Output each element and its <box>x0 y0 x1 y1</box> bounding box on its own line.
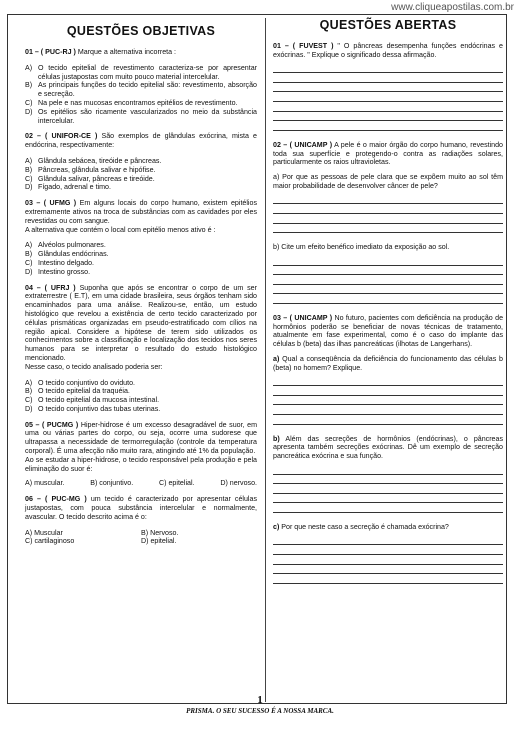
question-6 <box>25 495 257 546</box>
site-url[interactable]: www.cliqueapostilas.com.br <box>391 2 514 13</box>
question-text: A pele é o maior órgão do corpo humano, revestindo toda sua superfície e protegendo-o contra as radiações solares, particularmente os raios ultravioletas. <box>273 140 504 167</box>
option-a: A) muscular. <box>25 479 65 488</box>
answer-lines[interactable] <box>273 536 503 584</box>
open-question-2 <box>273 141 503 304</box>
option-b: B) O tecido epitelial da traquéia. <box>25 387 130 396</box>
open-question-1 <box>273 42 503 131</box>
question-number: 02 – ( UNIFOR-CE ) <box>25 132 98 141</box>
option-a: A) O tecido conjuntivo do oviduto. <box>25 378 136 387</box>
question-text: Hiper-hidrose é um excesso desagradável de suor, em uma ou várias partes do corpo, ou seja, ocorre uma sudorese que ultrapassa a necessidade de termorregulação (controle da temperatura corporal). É uma afecção não muito rara, atingindo até 1% da população. <box>25 420 257 456</box>
option-c: C) epitelial. <box>159 479 195 488</box>
open-heading: QUESTÕES ABERTAS <box>319 18 457 32</box>
option-a: A) Alvéolos pulmonares. <box>25 241 106 250</box>
question-5 <box>25 421 257 489</box>
open-question-3 <box>273 314 503 584</box>
question-4 <box>25 284 257 414</box>
sub-question-b: b) Cite um efeito benéfico imediato da exposição ao sol. <box>273 243 450 252</box>
option-c: C) Intestino delgado. <box>25 258 95 267</box>
question-text: " O pâncreas desempenha funções endócrinas e exócrinas. " Explique o significado dessa afirmação. <box>273 42 503 59</box>
question-number: 02 – ( UNICAMP ) <box>273 140 333 149</box>
question-text: Suponha que após se encontrar o corpo de um ser extraterrestre ( E.T), em uma cidade brasileira, seus órgãos tenham sido encaminhados para uma análise. Realizou-se, então, um estudo histológico que revelou a existência de certo tecido caracterizado por células prismáticas organizadas em pseudo-estratificado com cílios na região apical. Considere a hipótese de terem sido utilizados os conhecimentos sobre a classificação e localização dos tecidos nos seres humanos para se interpretar o resultado do estudo histológico mencionado. <box>25 283 257 362</box>
option-b: B) Nervoso. <box>141 528 179 537</box>
footer-slogan: PRISMA. O SEU SUCESSO É A NOSSA MARCA. <box>186 707 334 715</box>
option-c: C) cartilaginoso <box>25 537 75 546</box>
question-prompt: A alternativa que contém o local com epitélio menos ativo é : <box>25 225 216 234</box>
answer-lines[interactable] <box>273 256 503 304</box>
question-number: 05 – ( PUCMG ) <box>25 420 79 429</box>
question-number: 04 – ( UFRJ ) <box>25 283 76 292</box>
objective-heading: QUESTÕES OBJETIVAS <box>66 24 216 38</box>
option-d: D) Os epitélios são ricamente vascularizados no meio da substância intercelular. <box>25 107 257 125</box>
option-b: B) As principais funções do tecido epitelial são: revestimento, absorção e secreção. <box>25 81 257 99</box>
option-d: D) nervoso. <box>220 479 257 488</box>
open-questions-column <box>273 18 504 594</box>
question-prompt: Nesse caso, o tecido analisado poderia ser: <box>25 362 163 371</box>
question-number: 03 – ( UFMG ) <box>25 199 77 208</box>
option-b: B) Pâncreas, glândula salivar e hipófise. <box>25 165 156 174</box>
option-b: B) Glândulas endócrinas. <box>25 250 109 259</box>
sub-question-a: a) Por que as pessoas de pele clara que se expõem muito ao sol têm maior probabilidade de desenvolver câncer de pele? <box>273 173 503 190</box>
sub-question-b: b) Além das secreções de hormônios (endócrinas), o pâncreas apresenta também secreções exócrinas. Dê um exemplo de secreção pancreática exócrina e sua função. <box>273 434 503 461</box>
option-a: A) Glândula sebácea, tireóide e pâncreas. <box>25 156 162 165</box>
answer-lines[interactable] <box>273 64 503 131</box>
option-d: D) Fígado, adrenal e timo. <box>25 183 111 192</box>
question-number: 03 – ( UNICAMP ) <box>273 313 333 322</box>
option-d: D) Intestino grosso. <box>25 267 91 276</box>
option-d: D) O tecido conjuntivo das tubas uterinas. <box>25 404 161 413</box>
question-2 <box>25 132 257 192</box>
question-1 <box>25 48 257 125</box>
option-d: D) epitelial. <box>141 537 177 546</box>
answer-lines[interactable] <box>273 465 503 513</box>
sub-question-c: c) Por que neste caso a secreção é chamada exócrina? <box>273 522 449 531</box>
sub-question-a: a) Qual a conseqüência da deficiência do funcionamento das células b (beta) no homem? Explique. <box>273 355 503 372</box>
objective-questions-column <box>25 24 257 553</box>
answer-lines[interactable] <box>273 377 503 425</box>
answer-lines[interactable] <box>273 195 503 233</box>
question-text: No futuro, pacientes com deficiência na produção de hormônios poderão se beneficiar de novas técnicas de tratamento, atualmente em fase experimental, como é o caso do implante das células b (beta) das ilhas pancreáticas (ilhotas de Langerhans). <box>273 313 504 349</box>
question-number: 06 – ( PUC-MG ) <box>25 495 87 504</box>
option-a: A) O tecido epitelial de revestimento caracteriza-se por apresentar células justapostas com muito pouco material intercelular. <box>25 63 257 81</box>
option-a: A) Muscular <box>25 528 63 537</box>
question-text: Em alguns locais do corpo humano, existem epitélios extremamente ativos na troca de substâncias com as cavidades por eles revestidas ou com sangue. <box>25 199 258 225</box>
question-prompt: Ao se estudar a hiper-hidrose, o tecido responsável pela produção e pela eliminação do suor é: <box>25 455 257 473</box>
question-text: São exemplos de glândulas exócrina, mista e endócrina, respectivamente: <box>25 132 257 150</box>
option-c: C) Glândula salivar, pâncreas e tireóide. <box>25 174 155 183</box>
question-number: 01 – ( FUVEST ) <box>273 42 334 50</box>
question-text: Marque a alternativa incorreta : <box>75 48 177 56</box>
question-text: um tecido é caracterizado por apresentar células justapostas, com pouca substância intercelular e normalmente, avascular. O tecido descrito acima é o: <box>25 495 257 521</box>
page-number: 1 <box>257 694 263 706</box>
option-b: B) conjuntivo. <box>90 479 134 488</box>
option-c: C) Na pele e nas mucosas encontramos epitélios de revestimento. <box>25 98 238 107</box>
option-c: C) O tecido epitelial da mucosa intestinal. <box>25 396 160 405</box>
question-3 <box>25 199 257 276</box>
question-number: 01 – ( PUC-RJ ) <box>25 48 76 56</box>
column-divider <box>265 18 266 702</box>
